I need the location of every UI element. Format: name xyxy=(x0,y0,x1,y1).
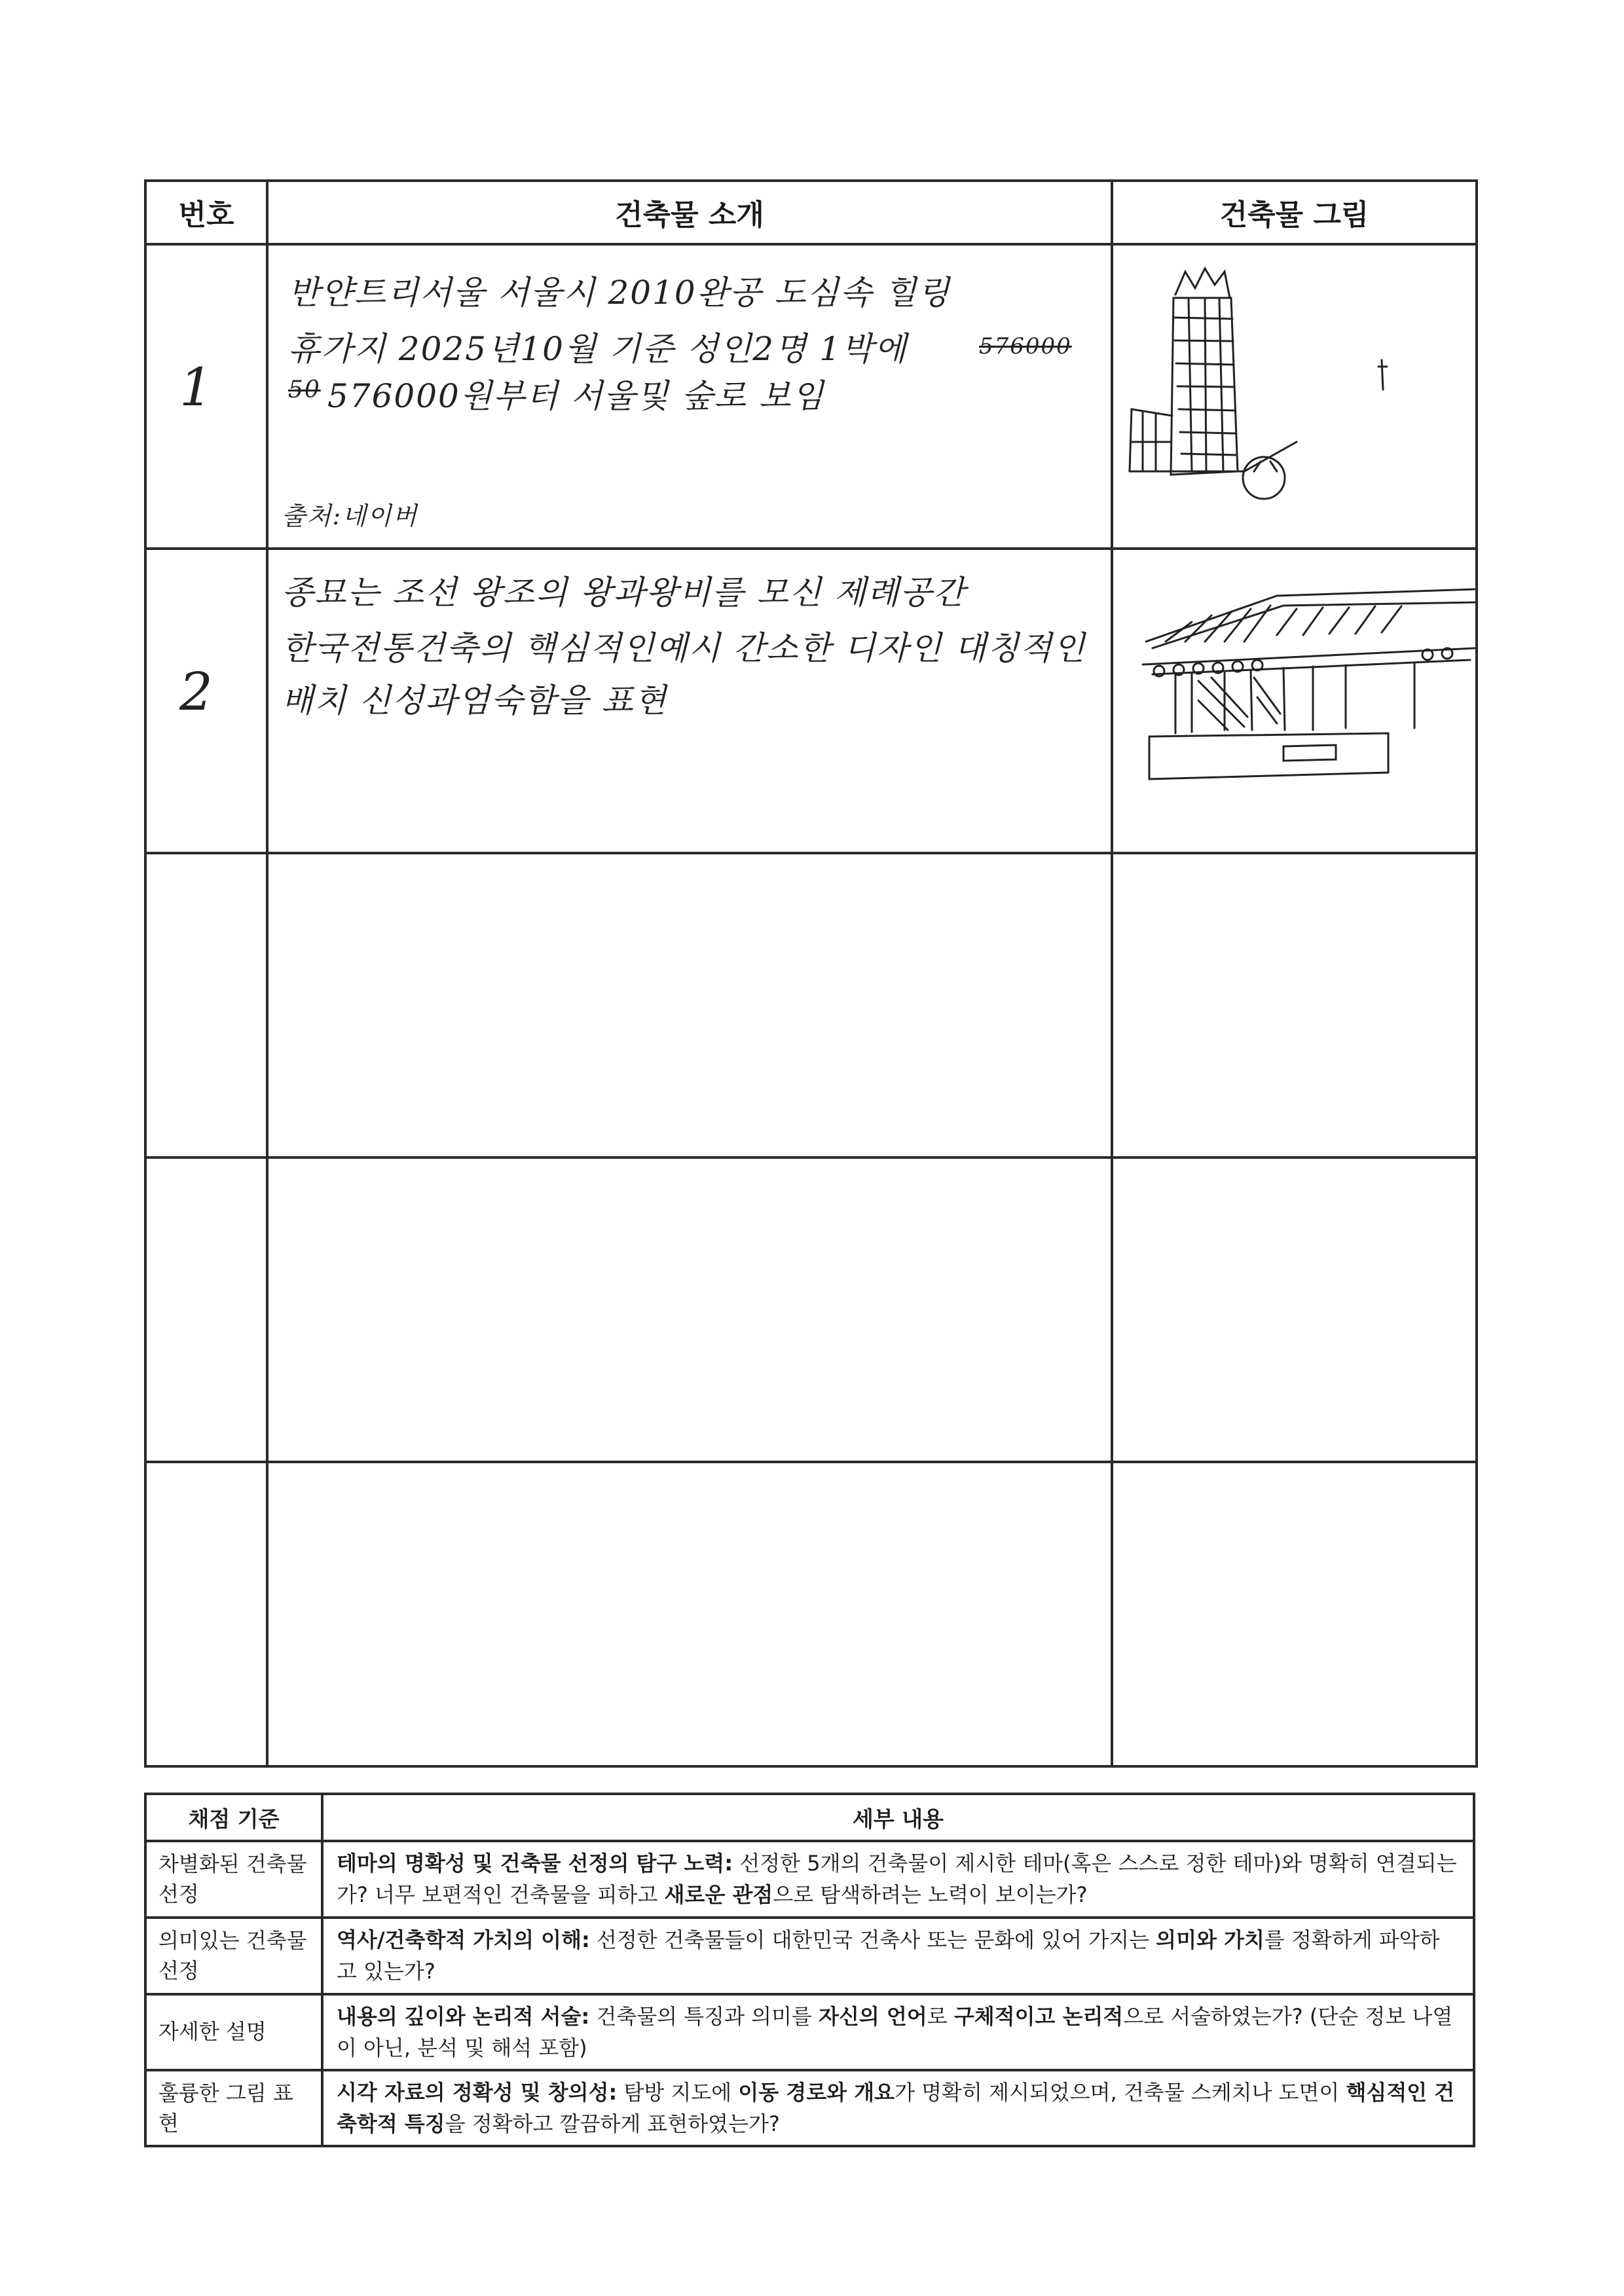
rubric-text: 을 정확하고 깔끔하게 표현하였는가? xyxy=(445,2111,780,2136)
handwritten-line: 576000원부터 서울및 숲로 보임 xyxy=(327,376,825,415)
rubric-keyword: 핵심적인 건축학적 특징 xyxy=(337,2079,1455,2136)
row-number: 2 xyxy=(179,661,213,722)
intro-cell[interactable] xyxy=(267,853,1112,1157)
handwritten-line: 반얀트리서울 서울시 2010완공 도심속 힐링 xyxy=(288,273,951,312)
rubric-keyword: 내용의 깊이와 논리적 서술: xyxy=(337,2003,590,2029)
rubric-row xyxy=(145,1918,1474,1994)
rubric-text: 으로 서술하였는가? (단순 정보 나열이 아닌, 분석 및 해석 포함) xyxy=(337,2003,1453,2060)
rubric-keyword: 자신의 언어 xyxy=(819,2003,927,2029)
table-header-row xyxy=(145,181,1477,244)
rubric-text: 로 xyxy=(927,2003,954,2029)
row-number-cell xyxy=(145,244,267,549)
rubric-text: 건축물의 특징과 의미를 xyxy=(589,2003,819,2029)
rubric-text: 선정한 5개의 건축물이 제시한 테마(혹은 스스로 정한 테마)와 명확히 연결되는가? 너무 보편적인 건축물을 피하고 xyxy=(337,1851,1457,1908)
rubric-criteria: 훌륭한 그림 표현 xyxy=(145,2070,322,2147)
rubric-keyword: 테마의 명확성 및 건축물 선정의 탐구 노력: xyxy=(337,1851,733,1876)
rubric-keyword: 새로운 관점 xyxy=(664,1882,773,1908)
rubric-row xyxy=(145,1994,1474,2070)
row-number-cell xyxy=(145,853,267,1157)
rubric-description xyxy=(322,1918,1474,1994)
row-number-cell xyxy=(145,549,267,853)
table-row xyxy=(145,853,1477,1157)
traditional-hall-sketch xyxy=(1113,550,1475,850)
struck-value: 50 xyxy=(288,376,321,403)
drawing-cell[interactable] xyxy=(1112,244,1477,549)
building-table xyxy=(144,179,1478,1768)
row-number-cell xyxy=(145,1157,267,1462)
drawing-cell[interactable] xyxy=(1112,1157,1477,1462)
row-number-cell xyxy=(145,1462,267,1766)
rubric-text: 탐방 지도에 xyxy=(617,2079,739,2105)
rubric-table xyxy=(144,1793,1475,2147)
drawing-cell[interactable] xyxy=(1112,549,1477,853)
handwritten-line: 휴가지 2025년10월 기준 성인2명 1박에 xyxy=(288,329,908,368)
rubric-keyword: 역사/건축학적 가치의 이해: xyxy=(337,1927,590,1953)
table-row xyxy=(145,549,1477,853)
rubric-header-details: 세부 내용 xyxy=(322,1794,1474,1841)
handwritten-line: 종묘는 조선 왕조의 왕과왕비를 모신 제례공간 xyxy=(282,573,967,611)
rubric-text: 가 명확히 제시되었으며, 건축물 스케치나 도면이 xyxy=(895,2079,1346,2105)
header-number: 번호 xyxy=(145,181,267,244)
struck-value: 576000 xyxy=(979,333,1072,359)
drawing-cell[interactable] xyxy=(1112,1462,1477,1766)
rubric-header-criteria: 채점 기준 xyxy=(145,1794,322,1841)
table-row xyxy=(145,1462,1477,1766)
rubric-text: 를 정확하게 파악하고 있는가? xyxy=(337,1927,1440,1984)
source-note: 출처:네이버 xyxy=(282,501,418,530)
intro-cell[interactable] xyxy=(267,1462,1112,1766)
intro-cell[interactable] xyxy=(267,549,1112,853)
rubric-row xyxy=(145,2070,1474,2147)
handwritten-line: 배치 신성과엄숙함을 표현 xyxy=(282,681,668,720)
intro-cell[interactable] xyxy=(267,1157,1112,1462)
rubric-keyword: 시각 자료의 정확성 및 창의성: xyxy=(337,2079,618,2105)
intro-cell[interactable] xyxy=(267,244,1112,549)
drawing-cell[interactable] xyxy=(1112,853,1477,1157)
rubric-keyword: 의미와 가치 xyxy=(1156,1927,1264,1953)
table-row xyxy=(145,244,1477,549)
row-number: 1 xyxy=(179,356,213,418)
header-intro: 건축물 소개 xyxy=(267,181,1112,244)
rubric-criteria: 차별화된 건축물 선정 xyxy=(145,1841,322,1918)
rubric-keyword: 이동 경로와 개요 xyxy=(738,2079,895,2105)
rubric-criteria: 의미있는 건축물 선정 xyxy=(145,1918,322,1994)
table-row xyxy=(145,1157,1477,1462)
tower-building-sketch xyxy=(1113,246,1475,545)
rubric-description xyxy=(322,1841,1474,1918)
handwritten-line: 한국전통건축의 핵심적인예시 간소한 디자인 대칭적인 xyxy=(282,629,1086,667)
rubric-criteria: 자세한 설명 xyxy=(145,1994,322,2070)
rubric-row xyxy=(145,1841,1474,1918)
rubric-keyword: 구체적이고 논리적 xyxy=(953,2003,1124,2029)
rubric-text: 으로 탐색하려는 노력이 보이는가? xyxy=(773,1882,1088,1908)
rubric-description xyxy=(322,2070,1474,2147)
rubric-header-row xyxy=(145,1794,1474,1841)
header-drawing: 건축물 그림 xyxy=(1112,181,1477,244)
rubric-description xyxy=(322,1994,1474,2070)
rubric-text: 선정한 건축물들이 대한민국 건축사 또는 문화에 있어 가지는 xyxy=(589,1927,1156,1953)
